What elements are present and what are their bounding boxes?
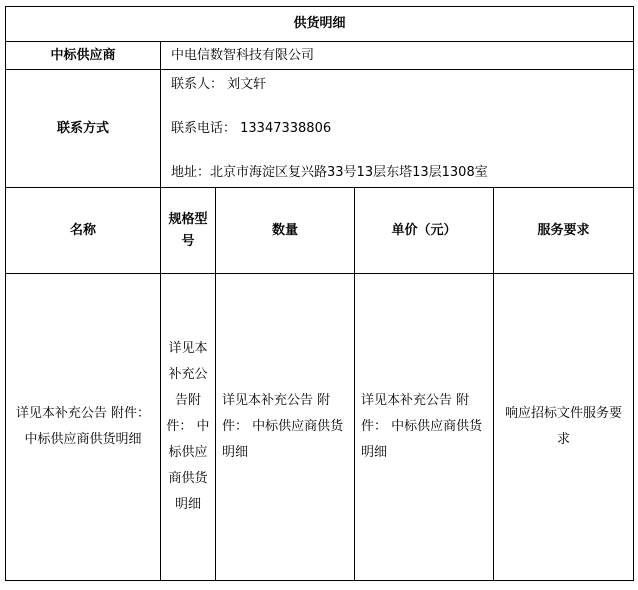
contact-address: 地址：北京市海淀区复兴路33号13层东塔13层1308室: [171, 164, 488, 180]
contact-phone: 联系电话： 13347338806: [171, 120, 332, 136]
header-service: 服务要求: [494, 188, 634, 274]
row-spec: 详见本补充公告附件： 中标供应商供货明细: [166, 341, 210, 512]
row-quantity-cell: [216, 274, 355, 581]
row-name: 详见本补充公告 附件： 中标供应商供货明细: [15, 406, 151, 447]
table-title: 供货明细: [6, 7, 634, 42]
supply-detail-sheet: [5, 6, 633, 583]
header-quantity: 数量: [216, 188, 355, 274]
row-spec-cell: [161, 274, 216, 581]
row-quantity: 详见本补充公告 附件： 中标供应商供货明细: [222, 393, 344, 460]
table-row: [6, 274, 634, 581]
supplier-label: 中标供应商: [6, 42, 161, 70]
contact-details: [161, 70, 634, 188]
row-service: 响应招标文件服务要求: [505, 406, 623, 447]
header-row: [6, 188, 634, 274]
supplier-row: [6, 42, 634, 70]
row-service-cell: [494, 274, 634, 581]
contact-row: [6, 70, 634, 188]
row-name-cell: [6, 274, 161, 581]
contact-person: 联系人： 刘文轩: [171, 76, 267, 92]
supply-detail-table: [5, 6, 634, 581]
row-unit-price-cell: [355, 274, 494, 581]
header-spec: 规格型号: [161, 188, 216, 274]
supplier-value: 中电信数智科技有限公司: [161, 42, 634, 70]
row-unit-price: 详见本补充公告 附件： 中标供应商供货明细: [361, 393, 483, 460]
header-unit-price: 单价（元）: [355, 188, 494, 274]
title-row: [6, 7, 634, 42]
contact-label: 联系方式: [6, 70, 161, 188]
header-name: 名称: [6, 188, 161, 274]
